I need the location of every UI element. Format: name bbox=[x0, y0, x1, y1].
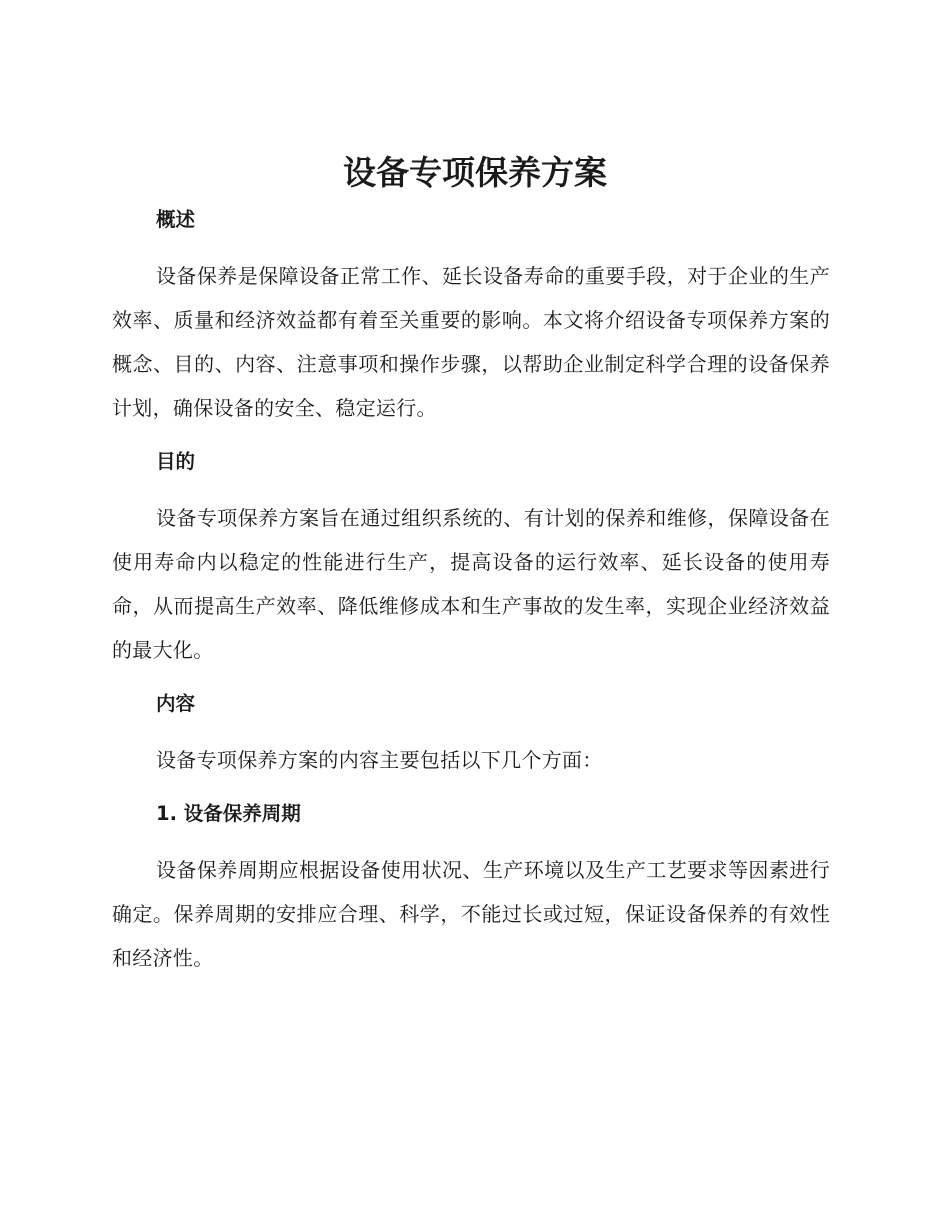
document-body bbox=[112, 202, 830, 980]
section-maintenance-cycle bbox=[112, 796, 830, 980]
section-heading: 目的 bbox=[156, 450, 196, 473]
section-paragraph: 设备专项保养方案的内容主要包括以下几个方面： bbox=[156, 748, 603, 772]
section-content bbox=[112, 686, 830, 796]
section-heading: 概述 bbox=[156, 208, 196, 231]
document-title: 设备专项保养方案 bbox=[343, 153, 607, 192]
section-purpose bbox=[112, 444, 830, 686]
section-paragraph: 设备保养周期应根据设备使用状况、生产环境以及生产工艺要求等因素进行确定。保养周期的安排应合理、科学，不能过长或过短，保证设备保养的有效性和经济性。 bbox=[112, 858, 830, 970]
section-heading: 内容 bbox=[156, 692, 196, 715]
section-overview bbox=[112, 202, 830, 444]
section-heading: 1. 设备保养周期 bbox=[156, 802, 301, 825]
section-paragraph: 设备保养是保障设备正常工作、延长设备寿命的重要手段，对于企业的生产效率、质量和经济效益都有着至关重要的影响。本文将介绍设备专项保养方案的概念、目的、内容、注意事项和操作步骤，以帮助企业制定科学合理的设备保养计划，确保设备的安全、稳定运行。 bbox=[112, 264, 830, 420]
section-paragraph: 设备专项保养方案旨在通过组织系统的、有计划的保养和维修，保障设备在使用寿命内以稳定的性能进行生产，提高设备的运行效率、延长设备的使用寿命，从而提高生产效率、降低维修成本和生产事故的发生率，实现企业经济效益的最大化。 bbox=[112, 506, 830, 662]
